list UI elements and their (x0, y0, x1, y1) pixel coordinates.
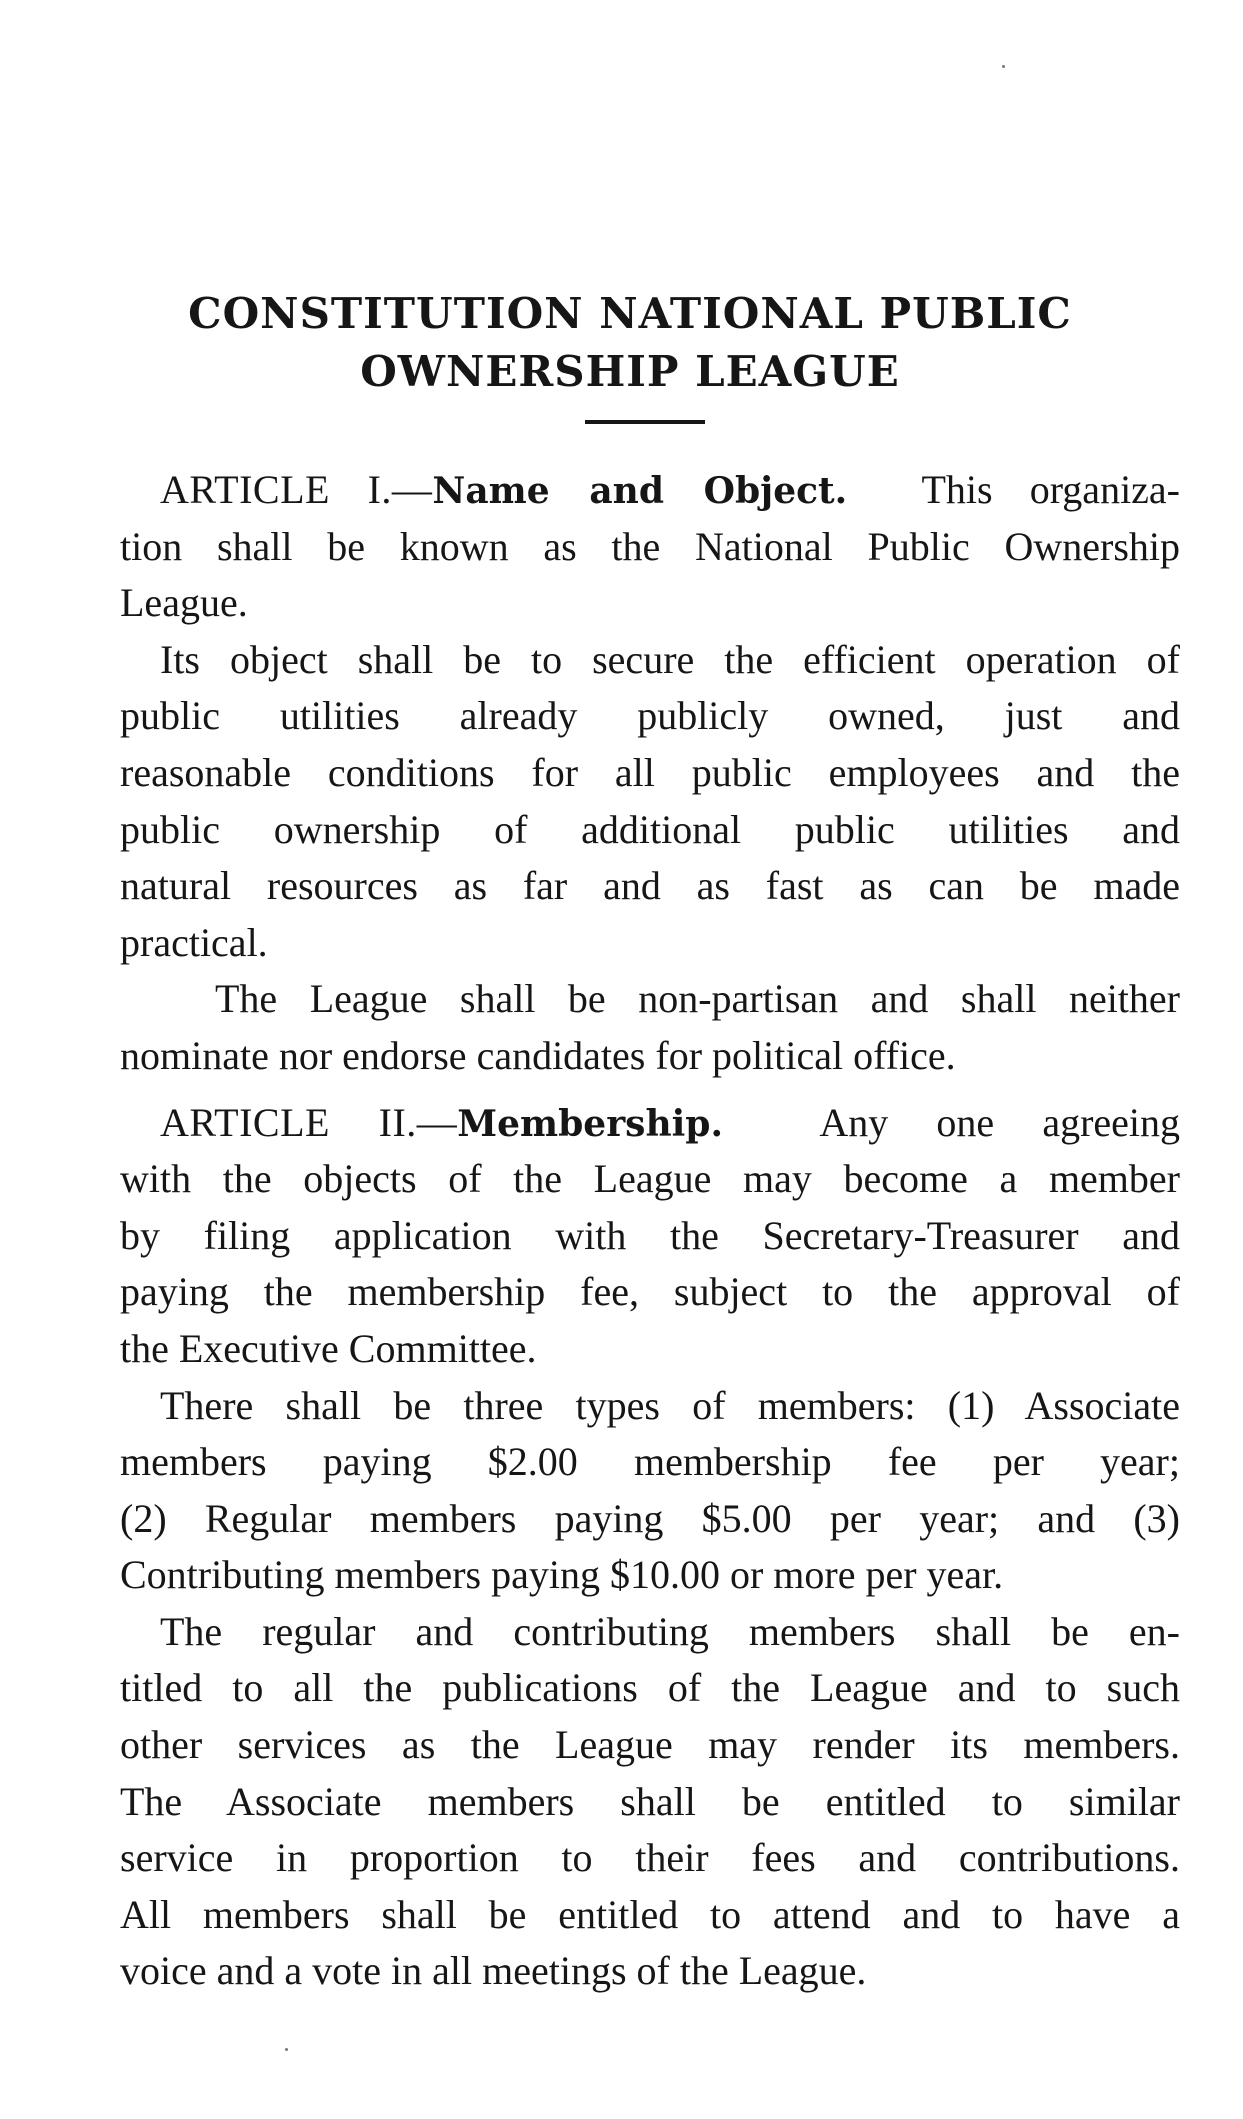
text-line: practical. (120, 919, 268, 965)
text-line: nominate nor endorse candidates for political office. (120, 1032, 956, 1078)
article-2-paragraph-1 (120, 1095, 1180, 1378)
text-line: voice and a vote in all meetings of the League. (120, 1948, 867, 1994)
text-line: with the objects of the League may become a member (120, 1156, 1180, 1202)
title-divider (585, 420, 705, 424)
text-line: paying the membership fee, subject to the approval of (120, 1269, 1180, 1315)
constitution-body (120, 462, 1180, 2000)
article-2-paragraph-3 (120, 1604, 1180, 2000)
text-line: All members shall be entitled to attend and to have a (120, 1891, 1180, 1937)
text-line: Its object shall be to secure the efficient operation of (160, 636, 1180, 682)
text-line (120, 462, 1180, 519)
section-gap (120, 1085, 1180, 1095)
text-line: natural resources as far and as fast as can be made (120, 863, 1180, 909)
scan-speck (1002, 65, 1005, 68)
text-fragment: This organiza- (921, 467, 1181, 512)
text-line: There shall be three types of members: (1) Associate (160, 1382, 1180, 1428)
text-line (120, 1095, 1180, 1152)
text-line: The regular and contributing members shall be en- (160, 1608, 1180, 1654)
article-1-paragraph-2 (120, 632, 1180, 972)
article-1-paragraph-1 (120, 462, 1180, 632)
text-line: public ownership of additional public utilities and (120, 806, 1180, 852)
text-line: League. (120, 580, 248, 626)
text-line: other services as the League may render its members. (120, 1722, 1180, 1768)
article-1-heading: Name and Object. (432, 470, 848, 512)
text-line: public utilities already publicly owned, just and (120, 693, 1180, 739)
text-fragment: Any one agreeing (819, 1099, 1181, 1145)
text-line: the Executive Committee. (120, 1325, 537, 1371)
article-2-label: ARTICLE II.— (160, 1099, 458, 1145)
text-line: Contributing members paying $10.00 or more per year. (120, 1552, 1004, 1598)
text-line: members paying $2.00 membership fee per year; (120, 1439, 1180, 1485)
article-2-heading: Membership. (457, 1102, 723, 1145)
page-title (160, 285, 1100, 401)
text-line: reasonable conditions for all public employees and the (120, 749, 1180, 795)
title-line-2: OWNERSHIP LEAGUE (360, 347, 900, 396)
text-line: titled to all the publications of the League and to such (120, 1665, 1180, 1711)
text-line: The League shall be non-partisan and shall neither (215, 976, 1180, 1022)
text-line: tion shall be known as the National Public Ownership (120, 523, 1180, 569)
article-1-label: ARTICLE I.— (160, 467, 433, 512)
text-line: The Associate members shall be entitled to similar (120, 1778, 1180, 1824)
text-line: (2) Regular members paying $5.00 per year; and (3) (120, 1495, 1180, 1541)
scan-speck (285, 2048, 288, 2051)
text-line: service in proportion to their fees and contributions. (120, 1835, 1180, 1881)
text-line: by filing application with the Secretary-Treasurer and (120, 1212, 1180, 1258)
article-2-paragraph-2 (120, 1378, 1180, 1604)
title-line-1: CONSTITUTION NATIONAL PUBLIC (188, 289, 1072, 338)
article-1-paragraph-3 (120, 971, 1180, 1084)
